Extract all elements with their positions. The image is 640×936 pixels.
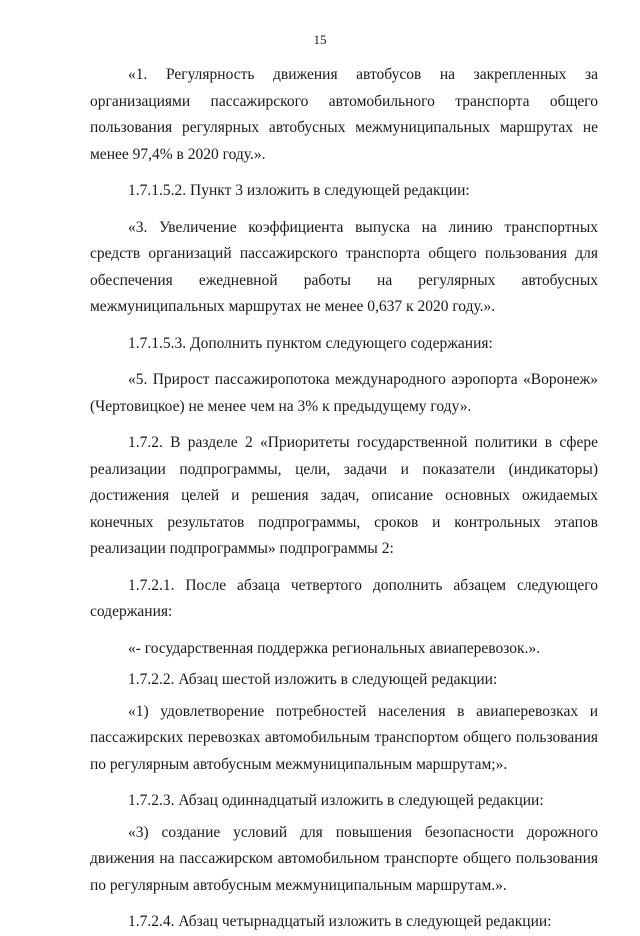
paragraph-item-1-7-2-2: 1.7.2.2. Абзац шестой изложить в следующей редакции: [128, 671, 498, 688]
paragraph-quote-aviation-support: «- государственная поддержка региональных авиаперевозок.». [128, 639, 541, 657]
page-number: 15 [313, 32, 327, 47]
paragraph-item-1-7-2-4: 1.7.2.4. Абзац четырнадцатый изложить в следующей редакции: [128, 913, 552, 930]
paragraph-item-1-7-2-3: 1.7.2.3. Абзац одиннадцатый изложить в следующей редакции: [128, 792, 544, 809]
paragraph-item-1: «1. Регулярность движения автобусов на закрепленных за организациями пассажирского автомобильного транспорта общего пользования регулярных автобусных межмуниципальных маршрутах не менее 97,4% в 2020 году.». [90, 66, 598, 163]
paragraph-item-1-7-1-5-3: 1.7.1.5.3. Дополнить пунктом следующего содержания: [128, 334, 493, 352]
paragraph-item-1-7-1-5-2: 1.7.1.5.2. Пункт 3 изложить в следующей редакции: [128, 182, 470, 199]
paragraph-item-5: «5. Прирост пассажиропотока международного аэропорта «Воронеж» (Чертовицкое) не менее чем на 3% к предыдущему году». [90, 371, 598, 415]
paragraph-item-1-7-2-1: 1.7.2.1. После абзаца четвертого дополнить абзацем следующего содержания: [90, 576, 598, 620]
paragraph-item-1-7-2: 1.7.2. В разделе 2 «Приоритеты государственной политики в сфере реализации подпрограммы, цели, задачи и показатели (индикаторы) достижения целей и решения задач, описание основных ожидаемых конечных результатов подпрограммы, сроков и контрольных этапов реализации подпрограммы» подпрограммы 2: [90, 434, 598, 557]
paragraph-item-3: «3. Увеличение коэффициента выпуска на линию транспортных средств организаций пассажирского транспорта общего пользования для обеспечения ежедневной работы на регулярных автобусных межмуниципальных маршрутах не менее 0,637 к 2020 году.». [90, 218, 598, 315]
document-body [90, 62, 598, 936]
paragraph-quote-needs: «1) удовлетворение потребностей населения в авиаперевозках и пассажирских перевозках автомобильным транспортом общего пользования по регулярным автобусным межмуниципальным маршрутам;». [90, 702, 598, 773]
paragraph-quote-safety: «3) создание условий для повышения безопасности дорожного движения на пассажирском автомобильном транспорте общего пользования по регулярным автобусным межмуниципальным маршрутам.». [90, 823, 598, 894]
